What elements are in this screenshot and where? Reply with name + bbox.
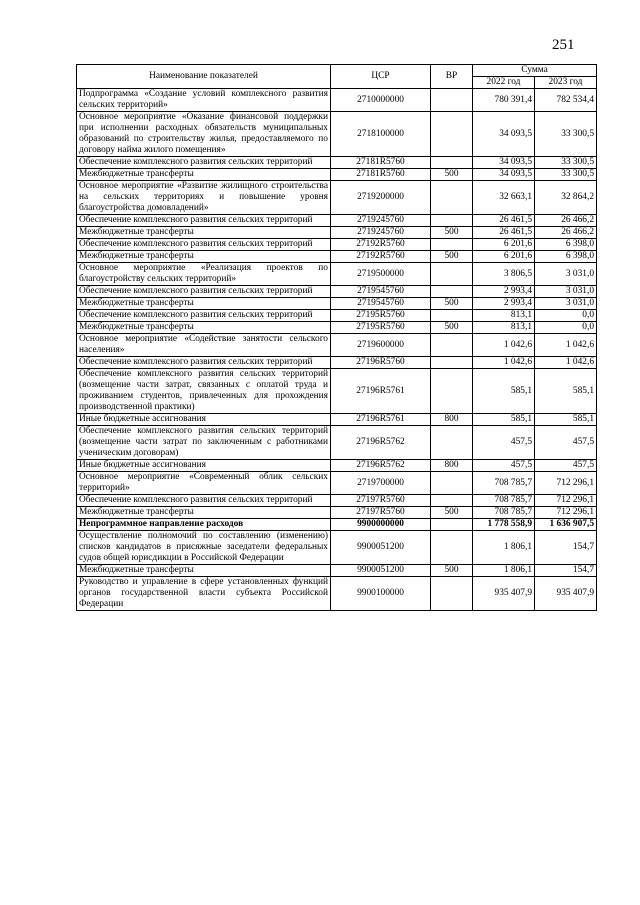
- table-row: [77, 157, 597, 169]
- row-sum-2022: 1 778 558,9: [473, 519, 535, 531]
- row-name: Основное мероприятие «Современный облик сельских территорий»: [77, 472, 331, 495]
- row-vr: [431, 426, 473, 460]
- row-name: Обеспечение комплексного развития сельских территорий: [77, 215, 331, 227]
- header-vr: ВР: [431, 65, 473, 89]
- row-vr: [431, 357, 473, 369]
- row-sum-2022: 2 993,4: [473, 286, 535, 298]
- row-name: Межбюджетные трансферты: [77, 565, 331, 577]
- table-row: [77, 414, 597, 426]
- table-row: [77, 263, 597, 286]
- row-csr: 2719500000: [331, 263, 431, 286]
- row-name: Основное мероприятие «Содействие занятости сельского населения»: [77, 334, 331, 357]
- row-vr: [431, 495, 473, 507]
- row-sum-2023: 3 031,0: [535, 286, 597, 298]
- row-vr: 500: [431, 169, 473, 181]
- row-csr: 2719545760: [331, 298, 431, 310]
- row-sum-2022: 26 461,5: [473, 227, 535, 239]
- row-name: Обеспечение комплексного развития сельских территорий: [77, 495, 331, 507]
- table-row: [77, 181, 597, 215]
- row-vr: [431, 531, 473, 565]
- header-year-2023: 2023 год: [535, 77, 597, 89]
- row-sum-2022: 708 785,7: [473, 507, 535, 519]
- row-csr: 27196R5761: [331, 369, 431, 414]
- row-vr: [431, 310, 473, 322]
- row-name: Обеспечение комплексного развития сельских территорий: [77, 310, 331, 322]
- row-sum-2023: 26 466,2: [535, 215, 597, 227]
- row-sum-2022: 585,1: [473, 414, 535, 426]
- row-csr: 27195R5760: [331, 322, 431, 334]
- row-name: Межбюджетные трансферты: [77, 169, 331, 181]
- row-vr: 500: [431, 322, 473, 334]
- row-sum-2022: 935 407,9: [473, 577, 535, 611]
- row-sum-2022: 32 663,1: [473, 181, 535, 215]
- table-row: [77, 322, 597, 334]
- row-name: Обеспечение комплексного развития сельских территорий (возмещение части затрат по заключенным с работниками ученическим договорам): [77, 426, 331, 460]
- row-sum-2023: 585,1: [535, 414, 597, 426]
- row-csr: 27181R5760: [331, 157, 431, 169]
- row-vr: 800: [431, 414, 473, 426]
- table-row: [77, 577, 597, 611]
- row-vr: [431, 286, 473, 298]
- row-csr: 27196R5761: [331, 414, 431, 426]
- row-name: Иные бюджетные ассигнования: [77, 460, 331, 472]
- row-name: Межбюджетные трансферты: [77, 227, 331, 239]
- row-sum-2023: 154,7: [535, 565, 597, 577]
- row-name: Подпрограмма «Создание условий комплексного развития сельских территорий»: [77, 89, 331, 112]
- row-vr: 500: [431, 507, 473, 519]
- row-sum-2023: 0,0: [535, 310, 597, 322]
- row-vr: [431, 239, 473, 251]
- row-name: Руководство и управление в сфере установленных функций органов государственной власти субъекта Российской Федерации: [77, 577, 331, 611]
- row-csr: 9900100000: [331, 577, 431, 611]
- table-row: [77, 298, 597, 310]
- row-sum-2023: 457,5: [535, 426, 597, 460]
- row-vr: [431, 181, 473, 215]
- table-row: [77, 507, 597, 519]
- row-csr: 27195R5760: [331, 310, 431, 322]
- row-csr: 27181R5760: [331, 169, 431, 181]
- row-name: Обеспечение комплексного развития сельских территорий (возмещение части затрат, связанных с оплатой труда и проживанием студентов, привлеченных для прохождения производственной практики): [77, 369, 331, 414]
- row-vr: [431, 472, 473, 495]
- row-sum-2023: 33 300,5: [535, 169, 597, 181]
- table-row: [77, 357, 597, 369]
- row-vr: 800: [431, 460, 473, 472]
- row-vr: [431, 112, 473, 157]
- table-row: [77, 495, 597, 507]
- row-sum-2023: 26 466,2: [535, 227, 597, 239]
- table-row: [77, 460, 597, 472]
- row-sum-2023: 1 042,6: [535, 334, 597, 357]
- row-name: Межбюджетные трансферты: [77, 322, 331, 334]
- row-sum-2022: 457,5: [473, 426, 535, 460]
- row-csr: 27192R5760: [331, 251, 431, 263]
- row-name: Обеспечение комплексного развития сельских территорий: [77, 157, 331, 169]
- table-row: [77, 286, 597, 298]
- row-vr: 500: [431, 251, 473, 263]
- row-csr: 27196R5760: [331, 357, 431, 369]
- budget-table: [76, 64, 597, 611]
- row-sum-2023: 32 864,2: [535, 181, 597, 215]
- row-sum-2023: 154,7: [535, 531, 597, 565]
- row-sum-2022: 813,1: [473, 322, 535, 334]
- row-sum-2022: 1 042,6: [473, 357, 535, 369]
- table-row: [77, 369, 597, 414]
- header-year-2022: 2022 год: [473, 77, 535, 89]
- row-sum-2022: 2 993,4: [473, 298, 535, 310]
- table-row: [77, 334, 597, 357]
- row-sum-2023: 712 296,1: [535, 507, 597, 519]
- row-sum-2023: 33 300,5: [535, 157, 597, 169]
- row-vr: [431, 334, 473, 357]
- row-name: Основное мероприятие «Развитие жилищного строительства на сельских территориях и повышение уровня благоустройства домовладений»: [77, 181, 331, 215]
- row-sum-2022: 708 785,7: [473, 472, 535, 495]
- row-sum-2022: 3 806,5: [473, 263, 535, 286]
- row-csr: 9900051200: [331, 531, 431, 565]
- table-row: [77, 519, 597, 531]
- row-vr: [431, 577, 473, 611]
- row-csr: 9900000000: [331, 519, 431, 531]
- page-number: 251: [552, 37, 575, 53]
- row-name: Основное мероприятие «Оказание финансовой поддержки при исполнении расходных обязательств муниципальных образований по строительству жилья, предоставляемого по договору найма жилого помещения»: [77, 112, 331, 157]
- row-csr: 27192R5760: [331, 239, 431, 251]
- row-vr: 500: [431, 227, 473, 239]
- row-sum-2022: 6 201,6: [473, 251, 535, 263]
- row-name: Межбюджетные трансферты: [77, 298, 331, 310]
- row-vr: [431, 89, 473, 112]
- table-row: [77, 89, 597, 112]
- row-sum-2023: 712 296,1: [535, 472, 597, 495]
- row-sum-2023: 0,0: [535, 322, 597, 334]
- row-vr: 500: [431, 298, 473, 310]
- row-vr: [431, 369, 473, 414]
- row-sum-2023: 33 300,5: [535, 112, 597, 157]
- row-sum-2022: 26 461,5: [473, 215, 535, 227]
- table-row: [77, 472, 597, 495]
- table-row: [77, 531, 597, 565]
- row-sum-2022: 6 201,6: [473, 239, 535, 251]
- row-csr: 27196R5762: [331, 426, 431, 460]
- row-csr: 2719700000: [331, 472, 431, 495]
- row-csr: 2719245760: [331, 215, 431, 227]
- row-sum-2022: 585,1: [473, 369, 535, 414]
- table-row: [77, 239, 597, 251]
- row-csr: 9900051200: [331, 565, 431, 577]
- row-csr: 27197R5760: [331, 495, 431, 507]
- row-csr: 2719200000: [331, 181, 431, 215]
- table-row: [77, 251, 597, 263]
- row-name: Обеспечение комплексного развития сельских территорий: [77, 239, 331, 251]
- table-row: [77, 169, 597, 181]
- row-sum-2022: 34 093,5: [473, 169, 535, 181]
- row-sum-2022: 34 093,5: [473, 157, 535, 169]
- row-sum-2023: 457,5: [535, 460, 597, 472]
- row-sum-2022: 1 042,6: [473, 334, 535, 357]
- row-csr: 2719245760: [331, 227, 431, 239]
- row-sum-2023: 3 031,0: [535, 298, 597, 310]
- row-csr: 27197R5760: [331, 507, 431, 519]
- row-sum-2023: 1 636 907,5: [535, 519, 597, 531]
- row-csr: 2710000000: [331, 89, 431, 112]
- row-sum-2023: 935 407,9: [535, 577, 597, 611]
- table-row: [77, 215, 597, 227]
- row-sum-2022: 1 806,1: [473, 531, 535, 565]
- header-name: Наименование показателей: [77, 65, 331, 89]
- header-csr: ЦСР: [331, 65, 431, 89]
- row-sum-2023: 6 398,0: [535, 251, 597, 263]
- header-sum: Сумма: [473, 65, 597, 77]
- row-sum-2022: 457,5: [473, 460, 535, 472]
- table-row: [77, 426, 597, 460]
- row-sum-2023: 782 534,4: [535, 89, 597, 112]
- table-row: [77, 565, 597, 577]
- row-vr: [431, 519, 473, 531]
- row-sum-2022: 708 785,7: [473, 495, 535, 507]
- row-sum-2023: 3 031,0: [535, 263, 597, 286]
- table-row: [77, 310, 597, 322]
- row-sum-2022: 1 806,1: [473, 565, 535, 577]
- table-row: [77, 112, 597, 157]
- table-row: [77, 227, 597, 239]
- row-name: Иные бюджетные ассигнования: [77, 414, 331, 426]
- row-csr: 2718100000: [331, 112, 431, 157]
- row-sum-2023: 6 398,0: [535, 239, 597, 251]
- row-csr: 27196R5762: [331, 460, 431, 472]
- row-name: Непрограммное направление расходов: [77, 519, 331, 531]
- row-sum-2023: 1 042,6: [535, 357, 597, 369]
- row-vr: [431, 215, 473, 227]
- row-name: Обеспечение комплексного развития сельских территорий: [77, 357, 331, 369]
- row-sum-2022: 780 391,4: [473, 89, 535, 112]
- row-name: Осуществление полномочий по составлению (изменению) списков кандидатов в присяжные заседатели федеральных судов общей юрисдикции в Российской Федерации: [77, 531, 331, 565]
- row-sum-2022: 813,1: [473, 310, 535, 322]
- row-sum-2023: 712 296,1: [535, 495, 597, 507]
- row-sum-2023: 585,1: [535, 369, 597, 414]
- row-csr: 2719545760: [331, 286, 431, 298]
- row-name: Основное мероприятие «Реализация проектов по благоустройству сельских территорий»: [77, 263, 331, 286]
- row-sum-2022: 34 093,5: [473, 112, 535, 157]
- row-vr: 500: [431, 565, 473, 577]
- row-csr: 2719600000: [331, 334, 431, 357]
- row-name: Межбюджетные трансферты: [77, 251, 331, 263]
- row-vr: [431, 157, 473, 169]
- table-header: [77, 65, 597, 89]
- row-name: Межбюджетные трансферты: [77, 507, 331, 519]
- row-vr: [431, 263, 473, 286]
- row-name: Обеспечение комплексного развития сельских территорий: [77, 286, 331, 298]
- table-body: [77, 89, 597, 611]
